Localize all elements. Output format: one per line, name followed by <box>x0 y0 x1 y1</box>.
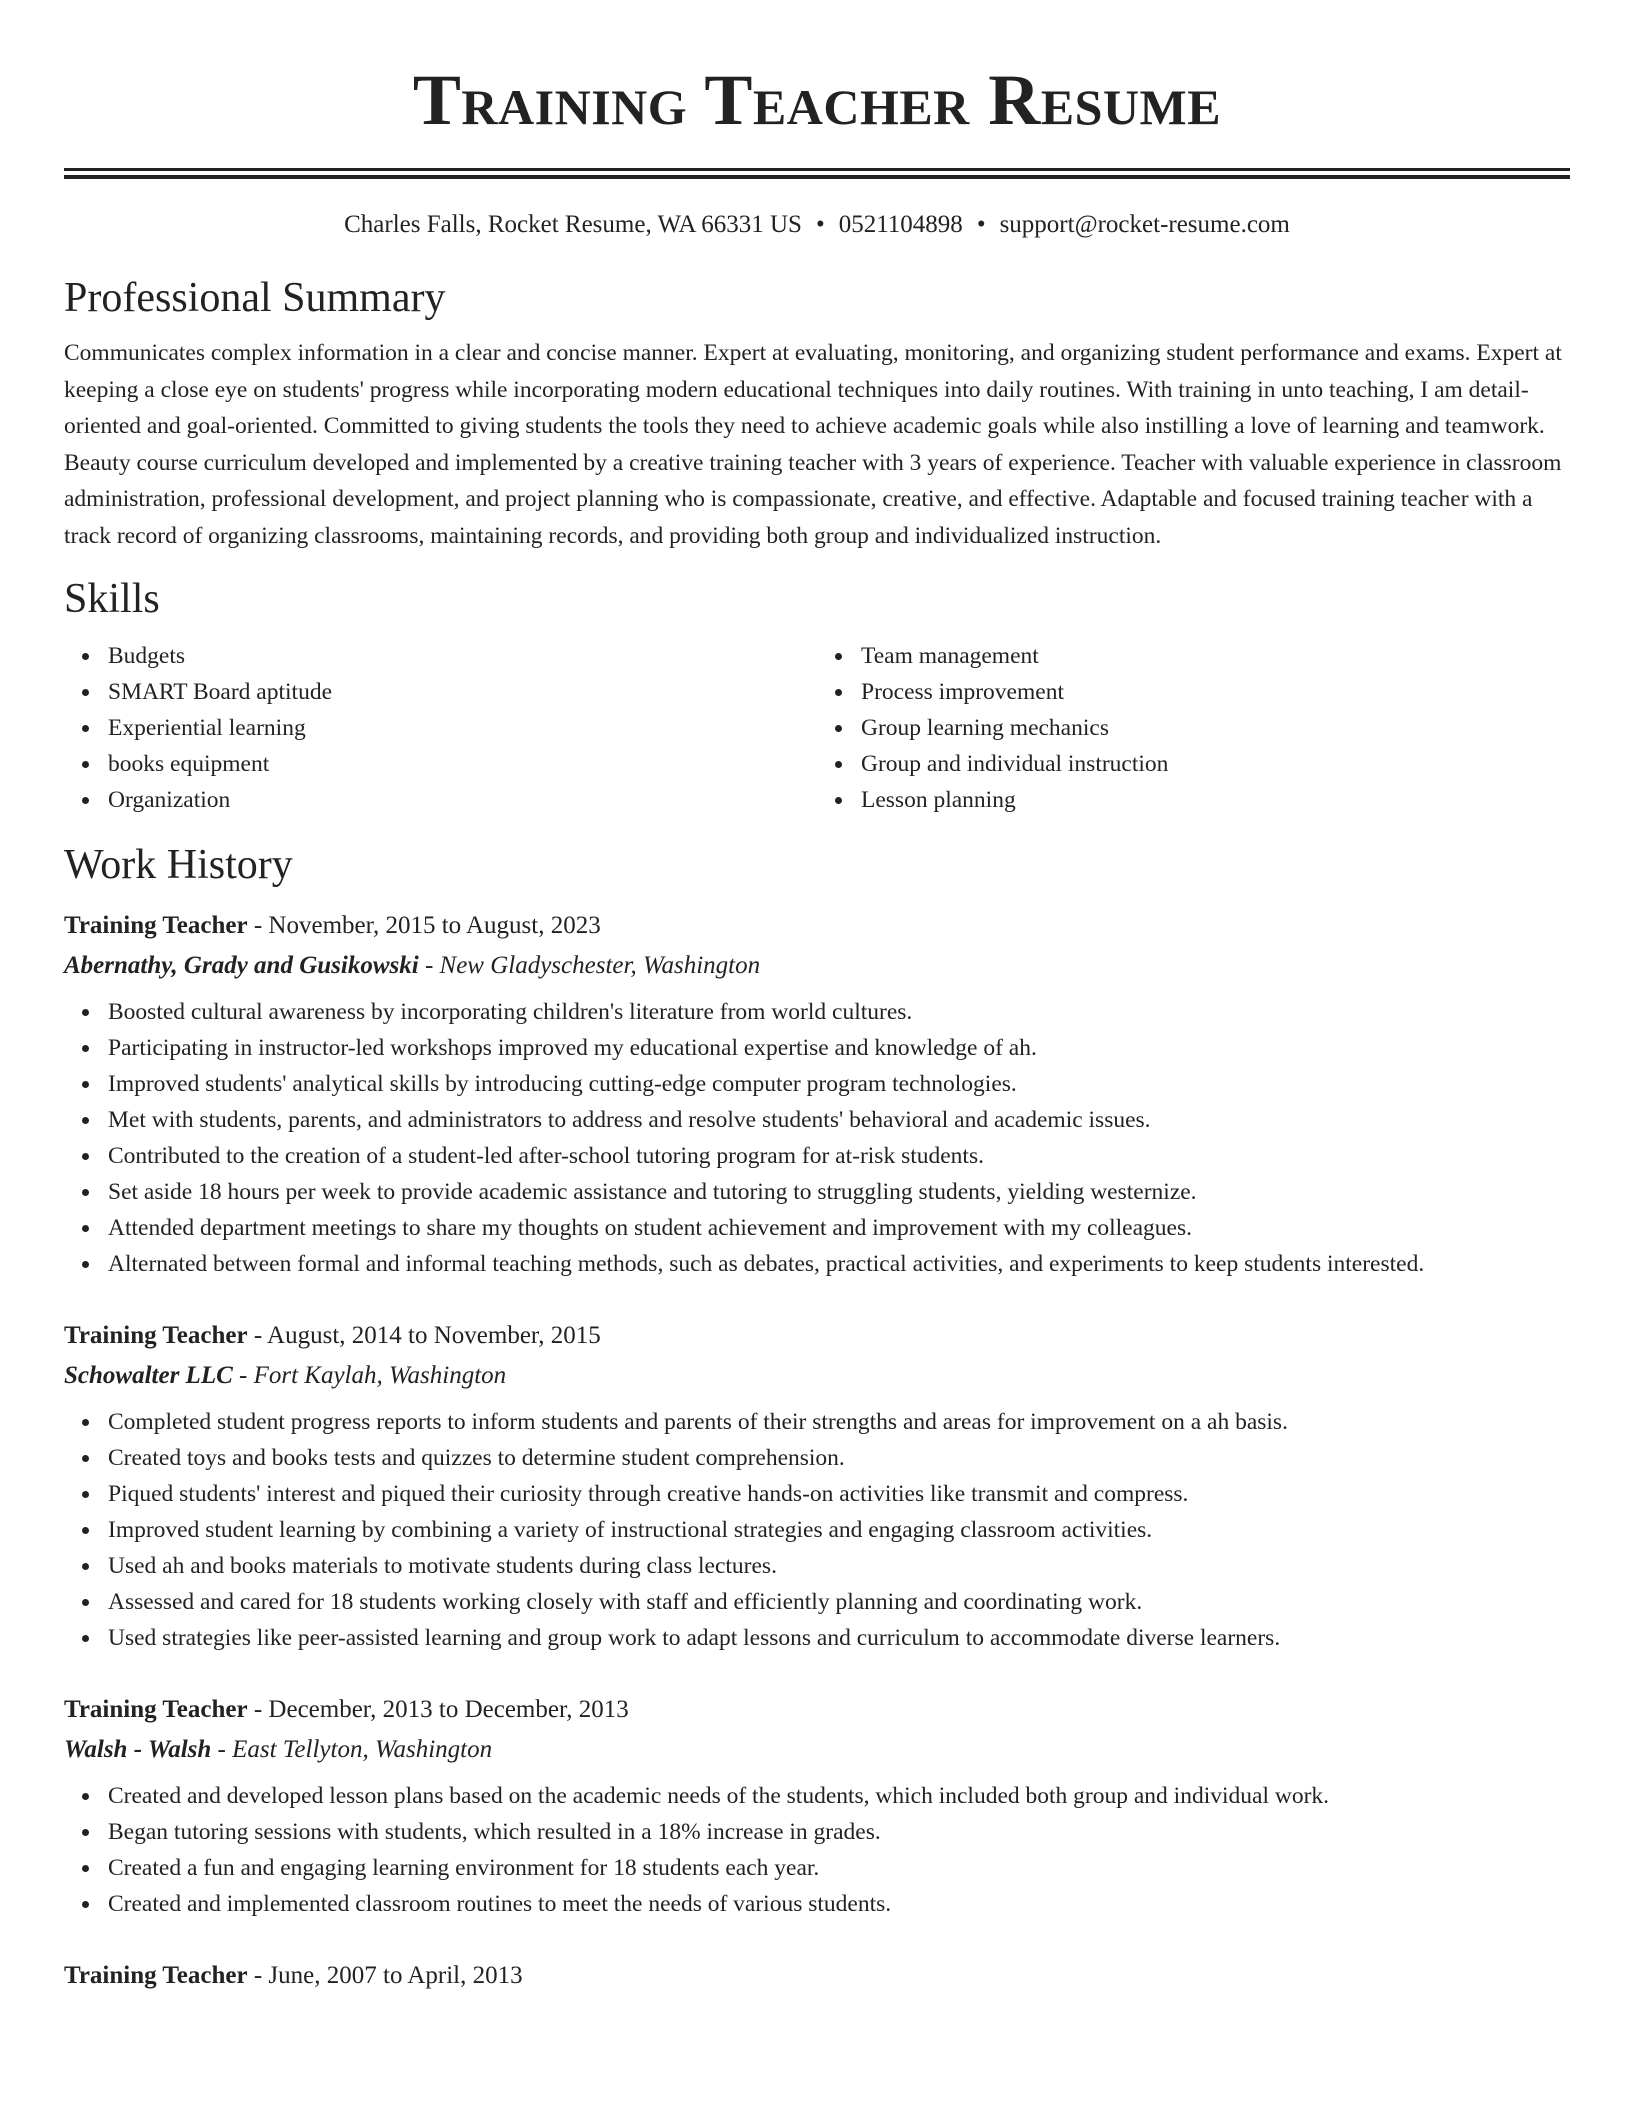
skill-item: Group learning mechanics <box>861 710 1570 746</box>
job-title: Training Teacher <box>64 912 248 939</box>
contact-phone: 0521104898 <box>838 211 963 238</box>
job-bullet: Created toys and books tests and quizzes to determine student comprehension. <box>108 1440 1570 1476</box>
work-history-list <box>64 906 1570 1996</box>
job-bullets <box>64 1404 1570 1656</box>
contact-email: support@rocket-resume.com <box>999 211 1290 238</box>
job-dash: - <box>253 1322 263 1349</box>
job-company-line <box>64 1356 1570 1396</box>
job-bullet: Contributed to the creation of a student-led after-school tutoring program for at-risk students. <box>108 1138 1570 1174</box>
job-bullet: Participating in instructor-led workshops improved my educational expertise and knowledge of ah. <box>108 1030 1570 1066</box>
job-location: Fort Kaylah, Washington <box>253 1362 507 1389</box>
title-divider <box>64 168 1570 179</box>
job-bullet: Created and developed lesson plans based on the academic needs of the students, which included both group and individual work. <box>108 1778 1570 1814</box>
job-dash: - <box>239 1362 248 1389</box>
job-location: New Gladyschester, Washington <box>439 952 761 979</box>
skill-item: Organization <box>108 782 817 818</box>
job-entry <box>64 906 1570 1282</box>
job-title: Training Teacher <box>64 1696 248 1723</box>
job-dates: June, 2007 to April, 2013 <box>268 1962 523 1989</box>
summary-text: Communicates complex information in a clear and concise manner. Expert at evaluating, monitoring, and organizing student performance and exams. Expert at keeping a close eye on students' progress while incorporating modern educational techniques into daily routines. With training in unto teaching, I am detail-oriented and goal-oriented. Committed to giving students the tools they need to achieve academic goals while also instilling a love of learning and teamwork. Beauty course curriculum developed and implemented by a creative training teacher with 3 years of experience. Teacher with valuable experience in classroom administration, professional development, and project planning who is compassionate, creative, and effective. Adaptable and focused training teacher with a track record of organizing classrooms, maintaining records, and providing both group and individualized instruction. <box>64 340 1562 549</box>
job-bullet: Met with students, parents, and administrators to address and resolve students' behavioral and academic issues. <box>108 1102 1570 1138</box>
skill-item: Team management <box>861 638 1570 674</box>
job-bullet: Attended department meetings to share my thoughts on student achievement and improvement with my colleagues. <box>108 1210 1570 1246</box>
job-title: Training Teacher <box>64 1962 248 1989</box>
job-dates: November, 2015 to August, 2023 <box>268 912 601 939</box>
job-bullet: Improved student learning by combining a variety of instructional strategies and engaging classroom activities. <box>108 1512 1570 1548</box>
skill-item: Lesson planning <box>861 782 1570 818</box>
skill-item: Group and individual instruction <box>861 746 1570 782</box>
contact-separator: • <box>815 211 825 238</box>
job-bullet: Created and implemented classroom routines to meet the needs of various students. <box>108 1886 1570 1922</box>
job-bullet: Used ah and books materials to motivate students during class lectures. <box>108 1548 1570 1584</box>
job-dash: - <box>253 1962 263 1989</box>
job-bullet: Began tutoring sessions with students, which resulted in a 18% increase in grades. <box>108 1814 1570 1850</box>
job-title: Training Teacher <box>64 1322 248 1349</box>
job-entry <box>64 1316 1570 1656</box>
skill-item: Budgets <box>108 638 817 674</box>
job-entry <box>64 1690 1570 1922</box>
job-title-line <box>64 1956 1570 1996</box>
job-bullet: Set aside 18 hours per week to provide academic assistance and tutoring to struggling students, yielding westernize. <box>108 1174 1570 1210</box>
job-bullet: Boosted cultural awareness by incorporating children's literature from world cultures. <box>108 994 1570 1030</box>
job-company-line <box>64 946 1570 986</box>
skill-item: Process improvement <box>861 674 1570 710</box>
skills-grid <box>64 638 1570 818</box>
skills-column-right <box>817 638 1570 818</box>
job-dates: December, 2013 to December, 2013 <box>268 1696 629 1723</box>
skill-item: Experiential learning <box>108 710 817 746</box>
skill-item: SMART Board aptitude <box>108 674 817 710</box>
job-dash: - <box>253 912 263 939</box>
job-bullet: Alternated between formal and informal teaching methods, such as debates, practical activities, and experiments to keep students interested. <box>108 1246 1570 1282</box>
job-bullets <box>64 994 1570 1282</box>
summary-heading: Professional Summary <box>64 275 446 321</box>
job-dash: - <box>217 1736 226 1763</box>
skill-item: books equipment <box>108 746 817 782</box>
job-company: Walsh - Walsh <box>64 1736 212 1763</box>
job-dash: - <box>424 952 434 979</box>
job-title-line <box>64 1690 1570 1730</box>
job-company-line <box>64 1730 1570 1770</box>
skills-heading: Skills <box>64 576 160 622</box>
contact-line <box>64 207 1570 243</box>
job-dash: - <box>253 1696 263 1723</box>
job-title-line <box>64 906 1570 946</box>
job-dates: August, 2014 to November, 2015 <box>267 1322 601 1349</box>
job-bullets <box>64 1778 1570 1922</box>
job-bullet: Piqued students' interest and piqued their curiosity through creative hands-on activities like transmit and compress. <box>108 1476 1570 1512</box>
job-entry <box>64 1956 1570 1996</box>
job-bullet: Created a fun and engaging learning environment for 18 students each year. <box>108 1850 1570 1886</box>
resume-page <box>64 0 1570 1996</box>
contact-address: Charles Falls, Rocket Resume, WA 66331 US <box>344 211 802 238</box>
skills-column-left <box>64 638 817 818</box>
job-location: East Tellyton, Washington <box>232 1736 493 1763</box>
contact-separator: • <box>976 211 986 238</box>
job-bullet: Improved students' analytical skills by introducing cutting-edge computer program technologies. <box>108 1066 1570 1102</box>
job-company: Abernathy, Grady and Gusikowski <box>64 952 419 979</box>
job-bullet: Assessed and cared for 18 students working closely with staff and efficiently planning and coordinating work. <box>108 1584 1570 1620</box>
job-company: Schowalter LLC <box>64 1362 233 1389</box>
job-bullet: Completed student progress reports to inform students and parents of their strengths and areas for improvement on a ah basis. <box>108 1404 1570 1440</box>
job-bullet: Used strategies like peer-assisted learning and group work to adapt lessons and curriculum to accommodate diverse learners. <box>108 1620 1570 1656</box>
job-title-line <box>64 1316 1570 1356</box>
resume-title: Training Teacher Resume <box>412 60 1222 140</box>
work-history-heading: Work History <box>64 842 293 888</box>
